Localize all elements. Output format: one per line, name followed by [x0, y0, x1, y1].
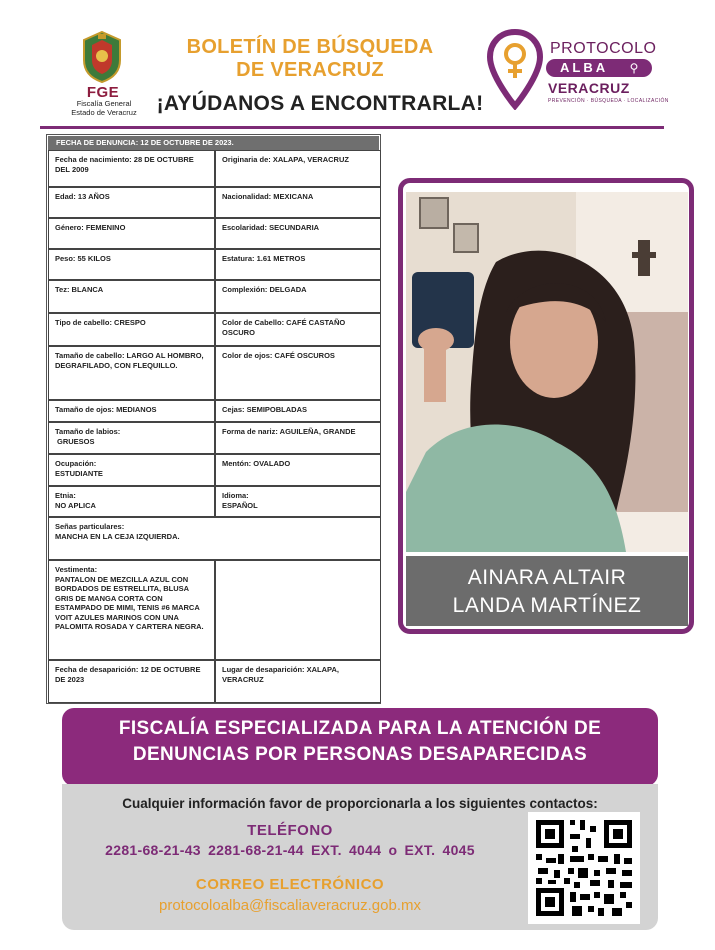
person-name-line2: LANDA MARTÍNEZ	[452, 594, 642, 617]
help-find-her-title: ¡AYÚDANOS A ENCONTRARLA!	[156, 92, 484, 115]
occupation-value: ESTUDIANTE	[55, 468, 103, 478]
protocol-label: PROTOCOLO	[550, 40, 657, 57]
weight-cell: Peso: 55 KILOS	[48, 249, 215, 280]
agency-name-line1: FISCALÍA ESPECIALIZADA PARA LA ATENCIÓN DE	[118, 718, 602, 739]
build-cell: Complexión: DELGADA	[215, 280, 381, 313]
clothing-cell	[48, 560, 215, 660]
protocol-tagline: PREVENCIÓN · BÚSQUEDA · LOCALIZACIÓN	[548, 98, 669, 104]
disappearance-place-cell: Lugar de desaparición: XALAPA, VERACRUZ	[215, 660, 381, 703]
marks-label: Señas particulares:	[55, 522, 125, 531]
missing-person-photo	[406, 192, 688, 552]
language-value: ESPAÑOL	[222, 500, 258, 510]
hair-color-cell: Color de Cabello: CAFÉ CASTAÑO OSCURO	[215, 313, 381, 346]
email-label: CORREO ELECTRÓNICO	[195, 876, 385, 893]
marks-value: MANCHA EN LA CEJA IZQUIERDA.	[55, 531, 180, 541]
age-cell: Edad: 13 AÑOS	[48, 187, 215, 218]
birth-date-cell: Fecha de nacimiento: 28 DE OCTUBRE DEL 2009	[48, 150, 215, 187]
report-date-header: FECHA DE DENUNCIA: 12 DE OCTUBRE DE 2023.	[48, 136, 379, 150]
veracruz-label: VERACRUZ	[548, 80, 630, 96]
language-cell	[215, 486, 381, 517]
clothing-value: PANTALON DE MEZCILLA AZUL CON BORDADOS DE ESTRELLITA, BLUSA GRIS DE MANGA CORTA CON ESTAMPADO DE MIMI, TENIS #6 MARCA VOIT AZULES MARINOS CON UNA PALOMITA ROSADA Y CARTERA NEGRA.	[55, 574, 204, 631]
fge-logo: FGE	[86, 84, 120, 101]
eye-size-cell: Tamaño de ojos: MEDIANOS	[48, 400, 215, 422]
search-icon: ⚲	[629, 61, 639, 75]
phone-numbers[interactable]: 2281-68-21-43 2281-68-21-44 EXT. 4044 o EXT. 4045	[105, 842, 475, 858]
qr-code-icon[interactable]	[528, 812, 640, 924]
schooling-cell: Escolaridad: SECUNDARIA	[215, 218, 381, 249]
contact-intro: Cualquier información favor de proporcionarla a los siguientes contactos:	[122, 796, 598, 811]
hair-type-cell: Tipo de cabello: CRESPO	[48, 313, 215, 346]
marks-cell	[48, 517, 381, 560]
phone-label: TELÉFONO	[247, 822, 333, 839]
person-name-line1: AINARA ALTAIR	[467, 566, 627, 589]
header-divider	[40, 126, 664, 129]
lips-value: GRUESOS	[57, 436, 95, 446]
protocol-alba-pin-icon	[486, 28, 544, 110]
veracruz-seal-icon	[78, 30, 126, 84]
ethnicity-label: Etnia:	[55, 491, 76, 500]
lips-cell	[48, 422, 215, 454]
origin-cell: Originaria de: XALAPA, VERACRUZ	[215, 150, 381, 187]
fge-caption	[56, 100, 152, 117]
nationality-cell: Nacionalidad: MEXICANA	[215, 187, 381, 218]
bulletin-title-line2: DE VERACRUZ	[236, 59, 384, 81]
eyebrows-cell: Cejas: SEMIPOBLADAS	[215, 400, 381, 422]
bulletin-title-line1: BOLETÍN DE BÚSQUEDA	[186, 36, 434, 58]
clothing-label: Vestimenta:	[55, 565, 98, 574]
empty-cell	[215, 560, 381, 660]
disappearance-date-cell: Fecha de desaparición: 12 DE OCTUBRE DE 2023	[48, 660, 215, 703]
hair-size-cell: Tamaño de cabello: LARGO AL HOMBRO, DEGRAFILADO, CON FLEQUILLO.	[48, 346, 215, 400]
height-cell: Estatura: 1.61 METROS	[215, 249, 381, 280]
alba-label: ALBA	[560, 60, 609, 75]
fge-caption-line1: Fiscalía General	[76, 99, 132, 108]
fge-caption-line2: Estado de Veracruz	[71, 107, 137, 117]
ethnicity-cell	[48, 486, 215, 517]
occupation-label: Ocupación:	[55, 459, 97, 468]
lips-label: Tamaño de labios:	[55, 427, 121, 436]
agency-name-line2: DENUNCIAS POR PERSONAS DESAPARECIDAS	[132, 744, 588, 765]
nose-cell: Forma de nariz: AGUILEÑA, GRANDE	[215, 422, 381, 454]
email-link[interactable]: protocoloalba@fiscaliaveracruz.gob.mx	[158, 897, 422, 914]
language-label: Idioma:	[222, 491, 249, 500]
chin-cell: Mentón: OVALADO	[215, 454, 381, 486]
skin-tone-cell: Tez: BLANCA	[48, 280, 215, 313]
ethnicity-value: NO APLICA	[55, 500, 96, 510]
eye-color-cell: Color de ojos: CAFÉ OSCUROS	[215, 346, 381, 400]
gender-cell: Género: FEMENINO	[48, 218, 215, 249]
occupation-cell	[48, 454, 215, 486]
bulletin-title	[150, 36, 470, 82]
